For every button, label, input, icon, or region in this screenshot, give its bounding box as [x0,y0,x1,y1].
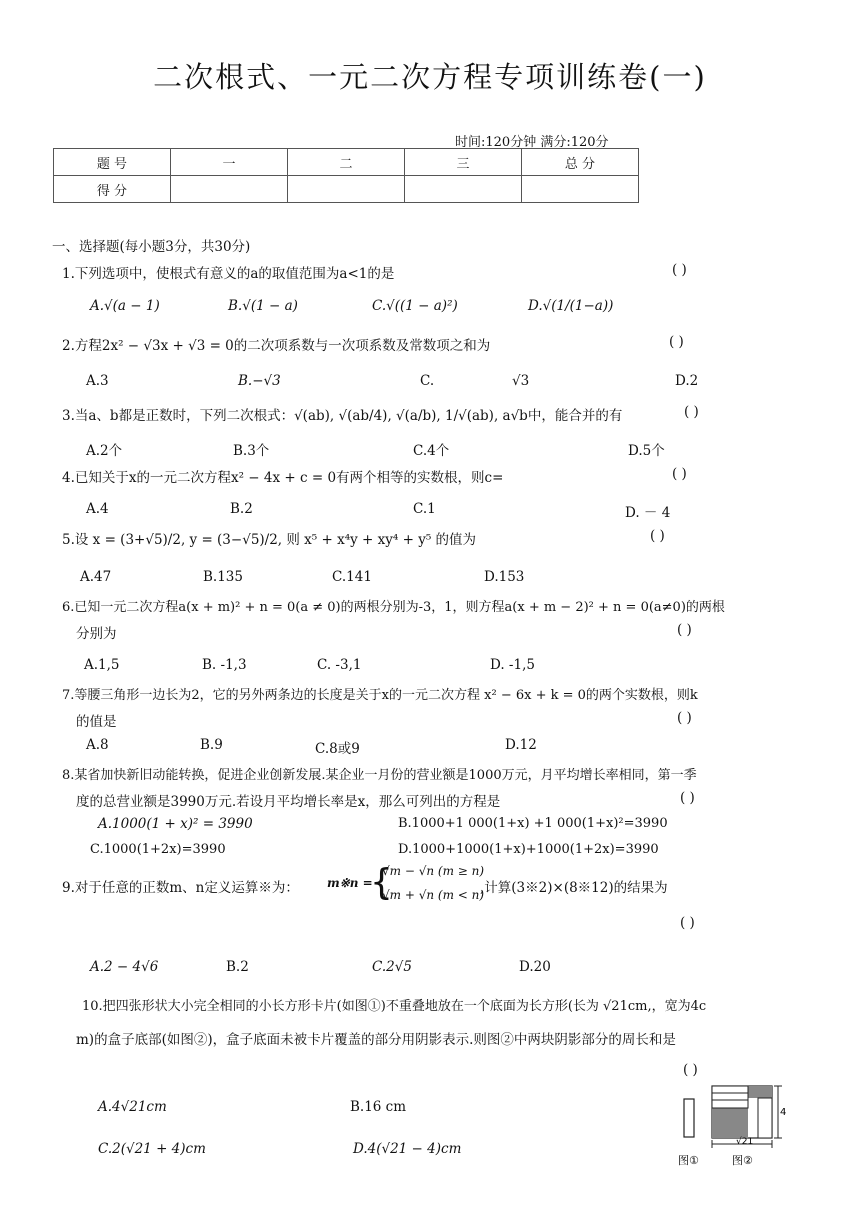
option-d[interactable]: D.5个 [628,443,665,459]
question-2-stem: 2.方程2x² − √3x + √3 = 0的二次项系数与一次项系数及常数项之和为 [62,338,491,354]
option-b[interactable]: B.9 [200,737,223,753]
option-c[interactable]: C.2√5 [372,959,412,975]
answer-blank[interactable]: ( ) [684,404,699,420]
score-header-cell: 二 [288,149,405,176]
option-d[interactable]: D. -1,5 [490,657,535,673]
score-header-cell: 总 分 [522,149,639,176]
option-b[interactable]: B.3个 [233,443,270,459]
score-table [53,148,639,203]
option-b[interactable]: B.2 [230,501,253,517]
question-7-stem: 7.等腰三角形一边长为2，它的另外两条边的长度是关于x的一元二次方程 x² − 6x + k = 0的两个实数根，则k [62,688,698,703]
answer-blank[interactable]: ( ) [680,790,695,806]
option-b[interactable]: B.2 [226,959,249,975]
score-input-cell[interactable] [288,176,405,203]
option-c[interactable]: C. -3,1 [317,657,362,673]
option-b[interactable]: B.135 [203,569,243,585]
page-title: 二次根式、一元二次方程专项训练卷(一) [153,60,707,94]
option-c-value: √3 [512,373,530,389]
option-d[interactable]: D.20 [519,959,551,975]
question-4-stem: 4.已知关于x的一元二次方程x² − 4x + c = 0有两个相等的实数根，则c= [62,470,504,486]
option-c[interactable]: C. [420,373,435,389]
option-d[interactable]: D. － 4 [625,505,671,521]
option-a[interactable]: A.2 − 4√6 [90,959,159,975]
score-header-cell: 题 号 [54,149,171,176]
shaded-region-bottom [712,1108,748,1138]
option-c[interactable]: C.√((1 − a)²) [372,298,458,314]
option-c[interactable]: C.1000(1+2x)=3990 [90,842,226,857]
option-b[interactable]: B.−√3 [238,373,281,389]
option-b[interactable]: B. -1,3 [202,657,247,673]
score-input-cell[interactable] [171,176,288,203]
question-3-stem: 3.当a、b都是正数时，下列二次根式：√(ab), √(ab/4), √(a/b), 1/√(ab), a√b中，能合并的有 [62,408,623,424]
option-a[interactable]: A.3 [86,373,109,389]
question-8-stem: 8.某省加快新旧动能转换，促进企业创新发展.某企业一月份的营业额是1000万元，月平均增长率相同，第一季 [62,768,697,783]
option-a[interactable]: A.1000(1 + x)² = 3990 [98,816,253,832]
option-b[interactable]: B.√(1 − a) [228,298,298,314]
question-6-stem: 6.已知一元二次方程a(x + m)² + n = 0(a ≠ 0)的两根分别为-3，1，则方程a(x + m − 2)² + n = 0(a≠0)的两根 [62,600,725,615]
figure-2-caption: 图② [732,1154,753,1167]
option-a[interactable]: A.2个 [86,443,123,459]
question-10-stem-cont: m)的盒子底部(如图②)，盒子底面未被卡片覆盖的部分用阴影表示.则图②中两块阴影部分的周长和是 [76,1032,676,1048]
option-d[interactable]: D.12 [505,737,537,753]
option-d[interactable]: D.1000+1000(1+x)+1000(1+2x)=3990 [398,842,659,857]
piecewise-case-1: √m − √n (m ≥ n) [382,864,485,878]
answer-blank[interactable]: ( ) [650,528,665,544]
option-c[interactable]: C.8或9 [315,741,360,757]
option-c[interactable]: C.4个 [413,443,450,459]
option-b[interactable]: B.1000+1 000(1+x) +1 000(1+x)²=3990 [398,816,668,831]
piecewise-case-2: √m + √n (m < n) [382,888,485,902]
card-rectangle [684,1099,694,1137]
score-row-label: 得 分 [54,176,171,203]
option-d[interactable]: D.√(1/(1−a)) [528,298,614,314]
answer-blank[interactable]: ( ) [669,334,684,350]
option-d[interactable]: D.153 [484,569,525,585]
option-c[interactable]: C.1 [413,501,436,517]
option-c[interactable]: C.141 [332,569,372,585]
score-header-cell: 一 [171,149,288,176]
answer-blank[interactable]: ( ) [672,466,687,482]
figure-1-caption: 图① [678,1154,699,1167]
question-1-stem: 1.下列选项中，使根式有意义的a的取值范围为a<1的是 [62,266,395,282]
width-dimension-label: 4 [780,1107,787,1118]
option-b[interactable]: B.16 cm [350,1099,407,1115]
option-a[interactable]: A.47 [80,569,112,585]
question-5-stem: 5.设 x = (3+√5)/2, y = (3−√5)/2, 则 x⁵ + x⁴y + xy⁴ + y⁵ 的值为 [62,532,477,548]
card-horizontal [712,1086,748,1093]
score-header-cell: 三 [405,149,522,176]
score-table-score-row [54,176,639,203]
section-heading: 一、选择题(每小题3分，共30分) [52,239,251,255]
option-a[interactable]: A.1,5 [84,657,120,673]
exam-meta: 时间:120分钟 满分:120分 [455,135,609,150]
question-6-stem-cont: 分别为 [76,626,117,642]
option-a[interactable]: A.4√21cm [98,1099,167,1115]
operation-symbol: m※n = [327,876,373,890]
option-d[interactable]: D.2 [675,373,699,389]
option-a[interactable]: A.4 [86,501,109,517]
question-9-stem-end: ,计算(3※2)×(8※12)的结果为 [480,880,668,896]
option-a[interactable]: A.√(a − 1) [90,298,160,314]
length-dimension-label: √21 [736,1137,754,1147]
score-input-cell[interactable] [405,176,522,203]
card-horizontal [712,1100,748,1108]
shaded-region-top [748,1086,772,1098]
question-7-stem-cont: 的值是 [76,714,117,730]
question-9-stem: 9.对于任意的正数m、n定义运算※为： [62,880,299,896]
question-8-stem-cont: 度的总营业额是3990万元.若设月平均增长率是x，那么可列出的方程是 [76,794,501,810]
answer-blank[interactable]: ( ) [683,1062,698,1078]
option-a[interactable]: A.8 [86,737,109,753]
score-input-cell[interactable] [522,176,639,203]
answer-blank[interactable]: ( ) [677,710,692,726]
card-horizontal [712,1093,748,1100]
option-c[interactable]: C.2(√21 + 4)cm [98,1141,206,1157]
piecewise-brace: { [370,862,393,903]
card-vertical [758,1098,772,1138]
question-10-stem: 10.把四张形状大小完全相同的小长方形卡片(如图①)不重叠地放在一个底面为长方形(长为 √21cm,，宽为4c [82,999,707,1014]
score-table-header-row [54,149,639,176]
answer-blank[interactable]: ( ) [672,262,687,278]
box-card-figure [676,1082,796,1172]
answer-blank[interactable]: ( ) [677,622,692,638]
option-d[interactable]: D.4(√21 − 4)cm [353,1141,462,1157]
answer-blank[interactable]: ( ) [680,915,695,931]
